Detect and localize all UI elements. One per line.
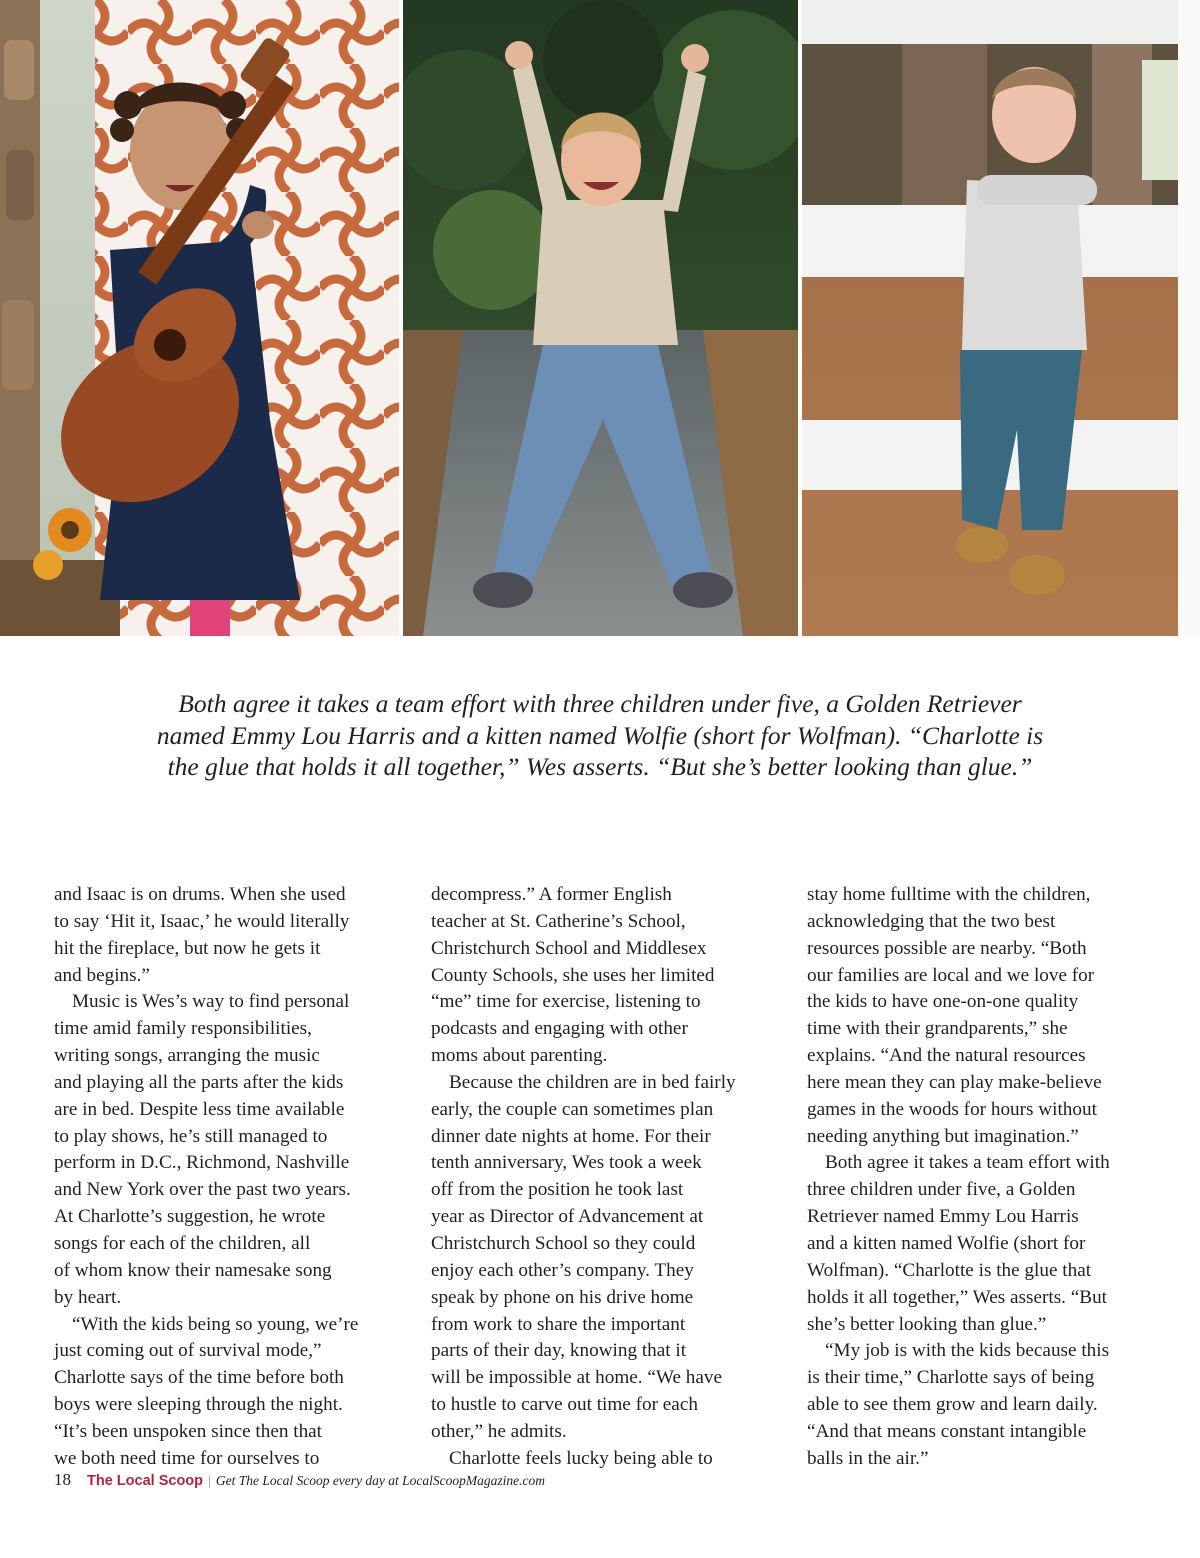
body-line: Music is Wes’s way to find personal xyxy=(72,991,350,1013)
body-line: three children under five, a Golden xyxy=(807,1179,1076,1201)
body-line: off from the position he took last xyxy=(431,1179,684,1201)
body-line: from work to share the important xyxy=(431,1313,686,1335)
body-line: boys were sleeping through the night. xyxy=(54,1394,343,1416)
body-line: Because the children are in bed fairly xyxy=(449,1071,736,1093)
body-line: Both agree it takes a team effort with xyxy=(825,1152,1110,1174)
body-line: perform in D.C., Richmond, Nashville xyxy=(54,1152,350,1174)
body-line: we both need time for ourselves to xyxy=(54,1447,320,1469)
body-line: just coming out of survival mode,” xyxy=(54,1340,322,1362)
body-line: teacher at St. Catherine’s School, xyxy=(431,910,686,932)
body-line: tenth anniversary, Wes took a week xyxy=(431,1152,702,1174)
photo-strip xyxy=(0,0,1200,636)
photo-icon xyxy=(403,0,798,636)
photo-icon xyxy=(802,0,1200,636)
pull-quote-line: the glue that holds it all together,” Wes asserts. “But she’s better looking than glue.” xyxy=(167,752,1033,781)
body-line: writing songs, arranging the music xyxy=(54,1045,320,1067)
body-line: stay home fulltime with the children, xyxy=(807,884,1091,905)
body-line: County Schools, she uses her limited xyxy=(431,964,715,986)
body-line: and a kitten named Wolfie (short for xyxy=(807,1232,1086,1254)
body-line: to hustle to carve out time for each xyxy=(431,1394,698,1416)
body-line: able to see them grow and learn daily. xyxy=(807,1394,1098,1416)
body-line: to play shows, he’s still managed to xyxy=(54,1125,328,1147)
body-line: the kids to have one-on-one quality xyxy=(807,991,1079,1013)
article-column-1 xyxy=(54,882,404,1473)
photo-boy-arms-raised xyxy=(403,0,798,636)
photo-girl-ukulele xyxy=(0,0,399,636)
body-line: to say ‘Hit it, Isaac,’ he would literally xyxy=(54,910,350,932)
body-line: is their time,” Charlotte says of being xyxy=(807,1367,1095,1389)
body-line: “It’s been unspoken since then that xyxy=(54,1420,323,1442)
body-line: games in the woods for hours without xyxy=(807,1098,1097,1120)
body-line: “me” time for exercise, listening to xyxy=(431,991,701,1013)
body-line: explains. “And the natural resources xyxy=(807,1045,1086,1067)
body-line: she’s better looking than glue.” xyxy=(807,1313,1047,1335)
body-line: “My job is with the kids because this xyxy=(825,1340,1110,1362)
body-line: and New York over the past two years. xyxy=(54,1179,351,1201)
pull-quote-line: Both agree it takes a team effort with three children under five, a Golden Retriever xyxy=(178,689,1022,718)
body-line: parts of their day, knowing that it xyxy=(431,1340,687,1362)
body-line: needing anything but imagination.” xyxy=(807,1125,1079,1147)
body-line: At Charlotte’s suggestion, he wrote xyxy=(54,1206,326,1228)
photo-icon xyxy=(0,0,399,636)
body-line: decompress.” A former English xyxy=(431,884,672,905)
body-line: other,” he admits. xyxy=(431,1420,567,1442)
body-line: Charlotte feels lucky being able to xyxy=(449,1447,713,1469)
body-line: acknowledging that the two best xyxy=(807,910,1056,932)
body-line: are in bed. Despite less time available xyxy=(54,1098,345,1120)
page-footer xyxy=(54,1470,545,1494)
body-line: Retriever named Emmy Lou Harris xyxy=(807,1206,1079,1228)
body-line: early, the couple can sometimes plan xyxy=(431,1098,714,1120)
article-column-3 xyxy=(807,882,1157,1473)
body-line: “And that means constant intangible xyxy=(807,1420,1087,1442)
pull-quote-line: named Emmy Lou Harris and a kitten named Wolfie (short for Wolfman). “Charlotte is xyxy=(156,720,1044,750)
body-line: speak by phone on his drive home xyxy=(431,1286,694,1308)
body-line: and Isaac is on drums. When she used xyxy=(54,884,346,905)
body-line: “With the kids being so young, we’re xyxy=(72,1313,359,1335)
body-line: and begins.” xyxy=(54,964,150,986)
body-line: here mean they can play make-believe xyxy=(807,1071,1102,1093)
body-line: year as Director of Advancement at xyxy=(431,1206,704,1228)
body-line: Christchurch School and Middlesex xyxy=(431,937,707,959)
body-line: our families are local and we love for xyxy=(807,964,1095,986)
body-line: enjoy each other’s company. They xyxy=(431,1259,694,1281)
footer-tagline: Get The Local Scoop every day at LocalScoopMagazine.com xyxy=(215,1473,546,1488)
pull-quote xyxy=(100,688,1100,783)
body-line: hit the fireplace, but now he gets it xyxy=(54,937,321,959)
body-line: time amid family responsibilities, xyxy=(54,1018,312,1040)
magazine-brand: The Local Scoop xyxy=(87,1473,204,1489)
body-line: podcasts and engaging with other xyxy=(431,1018,688,1040)
body-line: resources possible are nearby. “Both xyxy=(807,937,1087,959)
article-column-2 xyxy=(431,882,781,1473)
body-line: Christchurch School so they could xyxy=(431,1232,696,1254)
body-line: Wolfman). “Charlotte is the glue that xyxy=(807,1259,1092,1281)
body-line: songs for each of the children, all xyxy=(54,1232,311,1254)
body-line: of whom know their namesake song xyxy=(54,1259,332,1281)
body-line: moms about parenting. xyxy=(431,1045,608,1067)
body-line: by heart. xyxy=(54,1286,122,1308)
body-line: dinner date nights at home. For their xyxy=(431,1125,711,1147)
body-line: Charlotte says of the time before both xyxy=(54,1367,344,1389)
photo-toddler-fence xyxy=(802,0,1200,636)
body-line: will be impossible at home. “We have xyxy=(431,1367,722,1389)
page-number: 18 xyxy=(54,1470,71,1489)
body-line: holds it all together,” Wes asserts. “But xyxy=(807,1286,1108,1308)
footer-separator: | xyxy=(208,1474,211,1489)
body-line: balls in the air.” xyxy=(807,1447,929,1469)
body-line: and playing all the parts after the kids xyxy=(54,1071,344,1093)
body-line: time with their grandparents,” she xyxy=(807,1018,1068,1040)
